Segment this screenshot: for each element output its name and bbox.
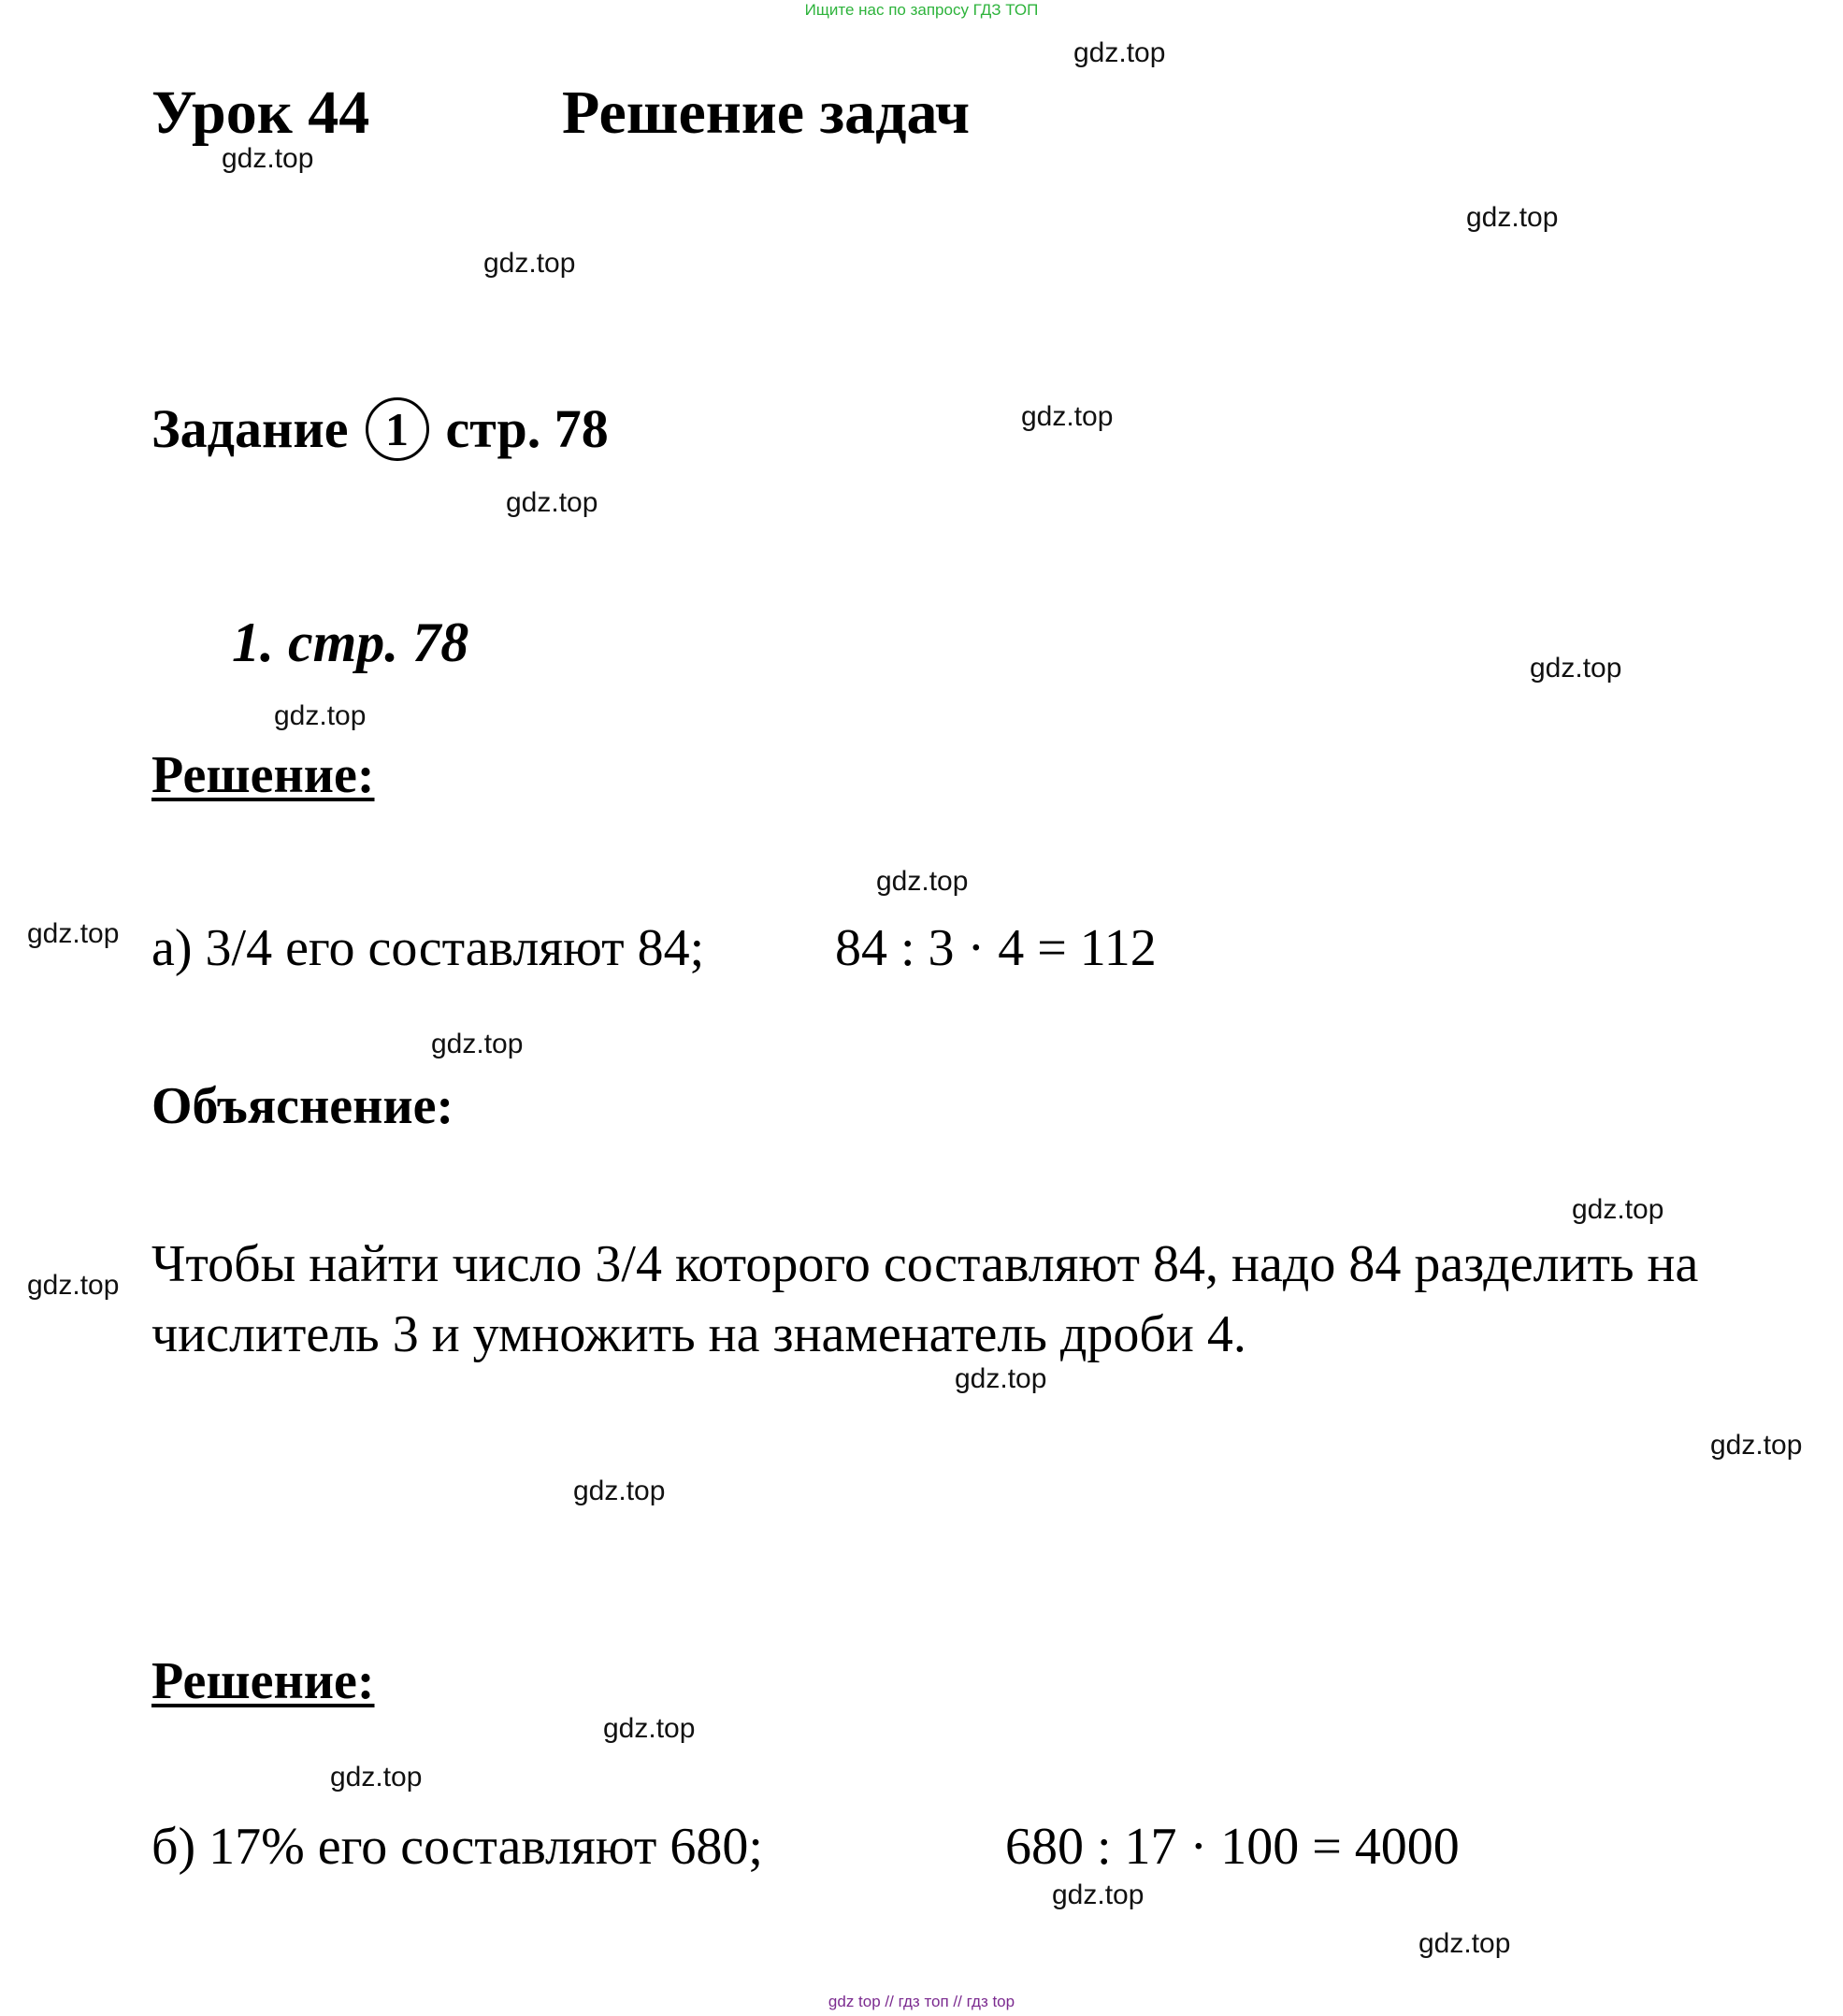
footer-watermark: gdz top // гдз топ // гдз top	[828, 1993, 1015, 2010]
watermark: gdz.top	[431, 1029, 524, 1059]
calculation-b: 680 : 17 · 100 = 4000	[1005, 1818, 1460, 1876]
watermark: gdz.top	[1466, 202, 1559, 233]
task-page: стр. 78	[445, 398, 609, 459]
lesson-topic: Решение задач	[562, 79, 971, 147]
watermark: gdz.top	[1572, 1194, 1664, 1225]
problem-title: 1. стр. 78	[232, 612, 469, 673]
watermark: gdz.top	[1021, 401, 1114, 432]
solution-label-b: Решение:	[151, 1652, 375, 1710]
task-word: Задание	[151, 398, 349, 459]
watermark: gdz.top	[955, 1363, 1047, 1394]
task-heading	[151, 397, 609, 461]
top-banner: Ищите нас по запросу ГДЗ ТОП	[804, 1, 1039, 19]
explanation-line-2: числитель 3 и умножить на знаменатель дроби 4.	[151, 1305, 1246, 1363]
statement-a: а) 3/4 его составляют 84;	[151, 919, 705, 977]
watermark: gdz.top	[222, 143, 314, 174]
watermark: gdz.top	[330, 1762, 423, 1793]
statement-b: б) 17% его составляют 680;	[151, 1818, 763, 1876]
watermark: gdz.top	[1418, 1928, 1511, 1959]
watermark: gdz.top	[1710, 1430, 1803, 1461]
watermark: gdz.top	[1052, 1879, 1145, 1910]
explanation-line-1: Чтобы найти число 3/4 которого составляют 84, надо 84 разделить на	[151, 1235, 1699, 1293]
watermark: gdz.top	[506, 487, 598, 518]
watermark: gdz.top	[1073, 37, 1166, 68]
explanation-label: Объяснение:	[151, 1077, 454, 1135]
watermark: gdz.top	[876, 866, 969, 897]
watermark: gdz.top	[27, 1270, 120, 1301]
calculation-a: 84 : 3 · 4 = 112	[835, 919, 1157, 977]
solution-label-a: Решение:	[151, 746, 375, 804]
watermark: gdz.top	[573, 1476, 666, 1506]
watermark: gdz.top	[274, 700, 367, 731]
watermark: gdz.top	[27, 918, 120, 949]
lesson-number: Урок 44	[151, 79, 370, 147]
watermark: gdz.top	[483, 248, 576, 279]
task-number-circle: 1	[366, 397, 429, 461]
watermark: gdz.top	[603, 1713, 696, 1744]
watermark: gdz.top	[1530, 653, 1622, 684]
